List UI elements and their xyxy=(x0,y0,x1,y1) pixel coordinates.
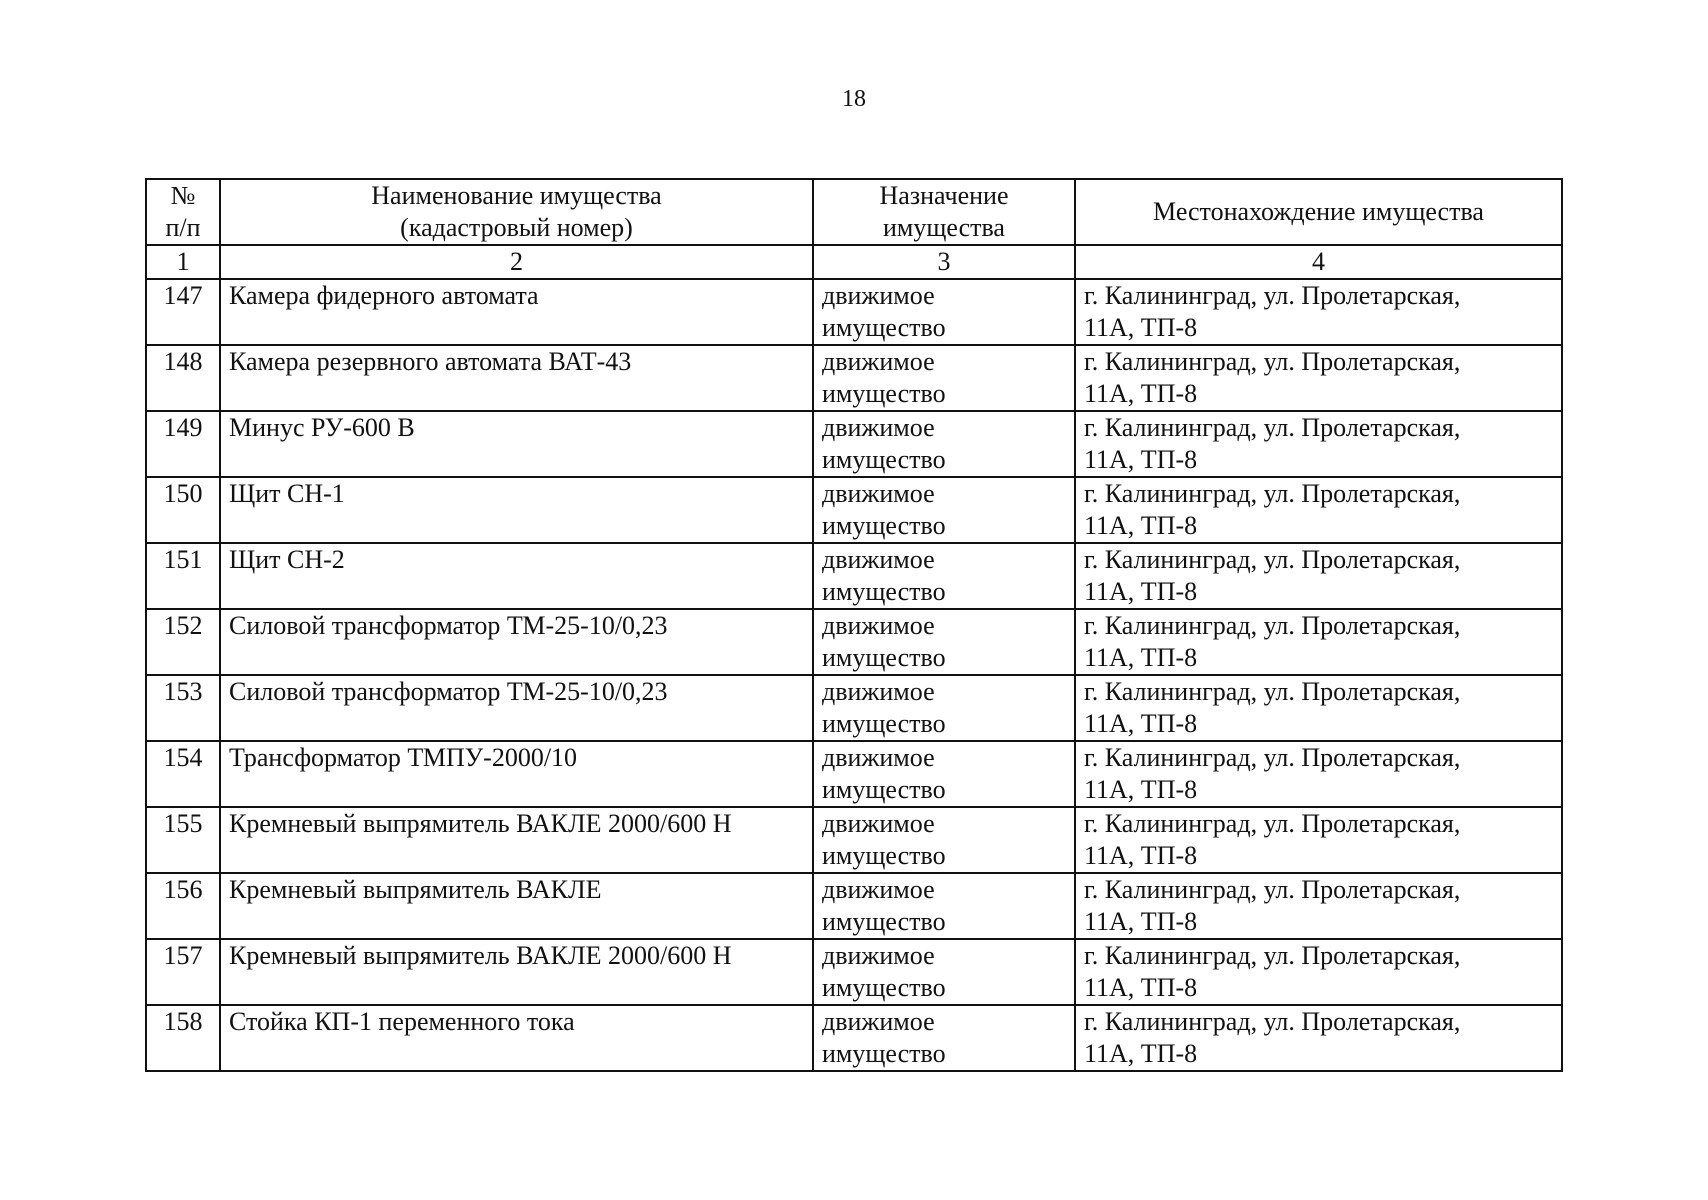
table-row xyxy=(146,675,1562,741)
property-name: Силовой трансформатор ТМ-25-10/0,23 xyxy=(220,675,813,741)
row-number: 152 xyxy=(146,609,220,675)
property-location xyxy=(1075,411,1562,477)
property-purpose xyxy=(813,807,1075,873)
location-line: 11А, ТП-8 xyxy=(1084,841,1198,870)
property-purpose xyxy=(813,741,1075,807)
purpose-line: имущество xyxy=(822,775,946,804)
property-name: Трансформатор ТМПУ-2000/10 xyxy=(220,741,813,807)
row-number: 153 xyxy=(146,675,220,741)
location-line: г. Калининград, ул. Пролетарская, xyxy=(1084,743,1461,772)
location-line: г. Калининград, ул. Пролетарская, xyxy=(1084,413,1461,442)
row-number: 156 xyxy=(146,873,220,939)
page-number: 18 xyxy=(842,86,866,112)
table-row xyxy=(146,477,1562,543)
purpose-line: имущество xyxy=(822,445,946,474)
property-name: Камера резервного автомата ВАТ-43 xyxy=(220,345,813,411)
property-name: Силовой трансформатор ТМ-25-10/0,23 xyxy=(220,609,813,675)
location-line: г. Калининград, ул. Пролетарская, xyxy=(1084,545,1461,574)
property-location xyxy=(1075,741,1562,807)
property-purpose xyxy=(813,477,1075,543)
column-number: 3 xyxy=(813,245,1075,279)
location-line: 11А, ТП-8 xyxy=(1084,643,1198,672)
row-number: 158 xyxy=(146,1005,220,1071)
property-name: Кремневый выпрямитель ВАКЛЕ 2000/600 Н xyxy=(220,939,813,1005)
row-number: 147 xyxy=(146,279,220,345)
table-row xyxy=(146,345,1562,411)
location-line: 11А, ТП-8 xyxy=(1084,973,1198,1002)
property-purpose xyxy=(813,1005,1075,1071)
location-line: г. Калининград, ул. Пролетарская, xyxy=(1084,611,1461,640)
purpose-line: движимое xyxy=(822,809,935,838)
table-row xyxy=(146,741,1562,807)
purpose-line: движимое xyxy=(822,677,935,706)
table-row xyxy=(146,807,1562,873)
property-name: Кремневый выпрямитель ВАКЛЕ xyxy=(220,873,813,939)
property-purpose xyxy=(813,675,1075,741)
table-row xyxy=(146,609,1562,675)
purpose-line: имущество xyxy=(822,643,946,672)
purpose-line: имущество xyxy=(822,379,946,408)
location-line: 11А, ТП-8 xyxy=(1084,907,1198,936)
header-location: Местонахождение имущества xyxy=(1075,179,1562,245)
property-name: Минус РУ-600 В xyxy=(220,411,813,477)
property-purpose xyxy=(813,609,1075,675)
location-line: 11А, ТП-8 xyxy=(1084,445,1198,474)
property-location xyxy=(1075,279,1562,345)
row-number: 151 xyxy=(146,543,220,609)
purpose-line: имущество xyxy=(822,709,946,738)
location-line: г. Калининград, ул. Пролетарская, xyxy=(1084,1007,1461,1036)
column-number: 2 xyxy=(220,245,813,279)
table-row xyxy=(146,411,1562,477)
property-location xyxy=(1075,543,1562,609)
table-body xyxy=(146,279,1562,1071)
property-name: Кремневый выпрямитель ВАКЛЕ 2000/600 Н xyxy=(220,807,813,873)
purpose-line: имущество xyxy=(822,511,946,540)
location-line: г. Калининград, ул. Пролетарская, xyxy=(1084,677,1461,706)
purpose-line: движимое xyxy=(822,743,935,772)
property-location xyxy=(1075,873,1562,939)
property-purpose xyxy=(813,345,1075,411)
table-row xyxy=(146,873,1562,939)
property-purpose xyxy=(813,543,1075,609)
property-location xyxy=(1075,1005,1562,1071)
property-purpose xyxy=(813,873,1075,939)
property-location xyxy=(1075,675,1562,741)
property-name: Щит СН-1 xyxy=(220,477,813,543)
location-line: г. Калининград, ул. Пролетарская, xyxy=(1084,941,1461,970)
row-number: 148 xyxy=(146,345,220,411)
table-row xyxy=(146,1005,1562,1071)
header-number: № п/п xyxy=(146,179,220,245)
property-purpose xyxy=(813,411,1075,477)
purpose-line: движимое xyxy=(822,347,935,376)
column-number-row xyxy=(146,245,1562,279)
location-line: г. Калининград, ул. Пролетарская, xyxy=(1084,281,1461,310)
property-location xyxy=(1075,477,1562,543)
purpose-line: имущество xyxy=(822,313,946,342)
location-line: 11А, ТП-8 xyxy=(1084,313,1198,342)
purpose-line: движимое xyxy=(822,1007,935,1036)
location-line: 11А, ТП-8 xyxy=(1084,379,1198,408)
property-name: Стойка КП-1 переменного тока xyxy=(220,1005,813,1071)
property-name: Щит СН-2 xyxy=(220,543,813,609)
header-row xyxy=(146,179,1562,245)
purpose-line: движимое xyxy=(822,611,935,640)
row-number: 155 xyxy=(146,807,220,873)
column-number: 4 xyxy=(1075,245,1562,279)
location-line: 11А, ТП-8 xyxy=(1084,1039,1198,1068)
property-location xyxy=(1075,609,1562,675)
purpose-line: имущество xyxy=(822,1039,946,1068)
location-line: 11А, ТП-8 xyxy=(1084,709,1198,738)
row-number: 154 xyxy=(146,741,220,807)
property-name: Камера фидерного автомата xyxy=(220,279,813,345)
table-row xyxy=(146,939,1562,1005)
purpose-line: движимое xyxy=(822,545,935,574)
location-line: г. Калининград, ул. Пролетарская, xyxy=(1084,347,1461,376)
purpose-line: движимое xyxy=(822,875,935,904)
purpose-line: движимое xyxy=(822,413,935,442)
location-line: 11А, ТП-8 xyxy=(1084,775,1198,804)
row-number: 157 xyxy=(146,939,220,1005)
location-line: г. Калининград, ул. Пролетарская, xyxy=(1084,875,1461,904)
header-purpose: Назначение имущества xyxy=(813,179,1075,245)
property-location xyxy=(1075,345,1562,411)
property-location xyxy=(1075,939,1562,1005)
property-table xyxy=(145,178,1563,1072)
purpose-line: имущество xyxy=(822,841,946,870)
header-name: Наименование имущества (кадастровый номер) xyxy=(220,179,813,245)
location-line: 11А, ТП-8 xyxy=(1084,511,1198,540)
purpose-line: имущество xyxy=(822,907,946,936)
row-number: 149 xyxy=(146,411,220,477)
table-row xyxy=(146,543,1562,609)
property-purpose xyxy=(813,279,1075,345)
column-number: 1 xyxy=(146,245,220,279)
location-line: 11А, ТП-8 xyxy=(1084,577,1198,606)
property-location xyxy=(1075,807,1562,873)
purpose-line: движимое xyxy=(822,479,935,508)
purpose-line: имущество xyxy=(822,973,946,1002)
purpose-line: движимое xyxy=(822,281,935,310)
location-line: г. Калининград, ул. Пролетарская, xyxy=(1084,809,1461,838)
row-number: 150 xyxy=(146,477,220,543)
table-row xyxy=(146,279,1562,345)
location-line: г. Калининград, ул. Пролетарская, xyxy=(1084,479,1461,508)
property-purpose xyxy=(813,939,1075,1005)
purpose-line: движимое xyxy=(822,941,935,970)
purpose-line: имущество xyxy=(822,577,946,606)
